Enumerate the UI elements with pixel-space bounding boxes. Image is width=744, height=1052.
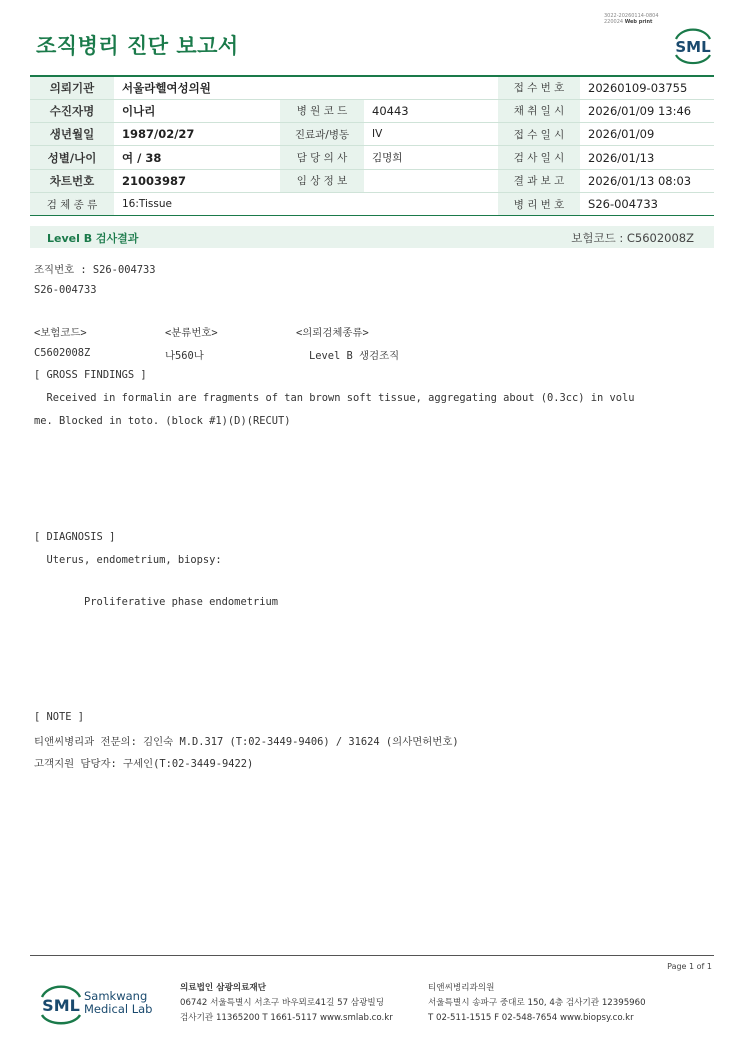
table-row <box>30 76 714 99</box>
diagnosis-header: [ DIAGNOSIS ] <box>34 531 116 543</box>
sml-footer-logo-text: SML <box>42 996 80 1015</box>
table-row <box>30 99 714 122</box>
info-value: 2026/01/13 08:03 <box>580 169 714 192</box>
info-label: 담 당 의 사 <box>280 146 364 169</box>
info-label: 접 수 번 호 <box>498 76 580 99</box>
brand-line: Medical Lab <box>84 1002 153 1016</box>
org-contact: T 02-511-1515 F 02-548-7654 www.biopsy.co.kr <box>428 1013 634 1023</box>
print-stamp <box>604 13 659 25</box>
patient-info-table <box>30 75 714 216</box>
info-value: 김명희 <box>364 146 498 169</box>
print-stamp-line-2: 220024 <box>604 19 624 25</box>
print-label: Web print <box>624 19 653 25</box>
insurance-code: 보험코드 : C5602008Z <box>571 231 694 245</box>
info-label: 진료과/병동 <box>280 123 364 146</box>
org-name: 티앤씨병리과의원 <box>428 983 495 993</box>
info-value: IV <box>364 123 498 146</box>
tissue-number-line: 조직번호 : S26-004733 <box>34 264 156 276</box>
info-value: S26-004733 <box>580 192 714 215</box>
org-name: 의료법인 삼광의료재단 <box>180 983 267 993</box>
info-value: 1987/02/27 <box>114 123 280 146</box>
table-row <box>30 169 714 192</box>
code-header-insurance: <보험코드> <box>34 327 87 339</box>
footer-org-tnc <box>428 981 646 1026</box>
note-header: [ NOTE ] <box>34 711 85 723</box>
code-header-specimen: <의뢰검체종류> <box>296 327 369 339</box>
info-value <box>364 169 498 192</box>
diagnosis-result: Proliferative phase endometrium <box>34 596 278 608</box>
sml-logo-text: SML <box>675 38 711 56</box>
info-value: 20260109-03755 <box>580 76 714 99</box>
diagnosis-line: Uterus, endometrium, biopsy: <box>34 554 222 566</box>
table-row <box>30 192 714 215</box>
gross-findings-header: [ GROSS FINDINGS ] <box>34 369 147 381</box>
info-value: 40443 <box>364 99 498 122</box>
info-value: 2026/01/13 <box>580 146 714 169</box>
info-label: 성별/나이 <box>30 146 114 169</box>
info-value: 16:Tissue <box>114 192 498 215</box>
info-label: 결 과 보 고 <box>498 169 580 192</box>
note-support: 고객지원 담당자: 구세인(T:02-3449-9422) <box>34 758 254 770</box>
org-contact: 검사기관 11365200 T 1661-5117 www.smlab.co.kr <box>180 1013 393 1023</box>
info-label: 검 사 일 시 <box>498 146 580 169</box>
info-value: 이나리 <box>114 99 280 122</box>
info-value: 서울라헬여성의원 <box>114 76 498 99</box>
info-value: 21003987 <box>114 169 280 192</box>
page-title: 조직병리 진단 보고서 <box>36 34 239 58</box>
table-row <box>30 123 714 146</box>
tissue-number-repeat: S26-004733 <box>34 284 97 296</box>
org-address: 06742 서울특별시 서초구 바우뫼로41길 57 삼광빌딩 <box>180 998 384 1008</box>
sml-footer-logo-icon <box>36 980 86 1026</box>
page-number: Page 1 of 1 <box>667 962 712 971</box>
info-label: 접 수 일 시 <box>498 123 580 146</box>
info-label: 의뢰기관 <box>30 76 114 99</box>
info-label: 수진자명 <box>30 99 114 122</box>
note-pathologist: 티앤씨병리과 전문의: 김인숙 M.D.317 (T:02-3449-9406) / 31624 (의사면허번호) <box>34 736 459 748</box>
code-value-specimen: Level B 생검조직 <box>309 350 400 362</box>
result-level-label: Level B 검사결과 <box>47 232 139 245</box>
brand-line: Samkwang <box>84 989 148 1003</box>
org-address: 서울특별시 송파구 중대로 150, 4층 검사기관 12395960 <box>428 998 646 1008</box>
table-row <box>30 146 714 169</box>
info-value: 2026/01/09 <box>580 123 714 146</box>
info-label: 채 취 일 시 <box>498 99 580 122</box>
info-value: 여 / 38 <box>114 146 280 169</box>
gross-findings-line: Received in formalin are fragments of tan brown soft tissue, aggregating about (0.3cc) in volu <box>34 392 635 404</box>
info-label: 병 리 번 호 <box>498 192 580 215</box>
sml-logo-icon <box>670 25 716 65</box>
info-label: 생년월일 <box>30 123 114 146</box>
gross-findings-line: me. Blocked in toto. (block #1)(D)(RECUT) <box>34 415 291 427</box>
code-value-class: 나560나 <box>165 350 204 362</box>
code-value-insurance: C5602008Z <box>34 347 91 359</box>
info-label: 병 원 코 드 <box>280 99 364 122</box>
info-label: 임 상 정 보 <box>280 169 364 192</box>
code-header-class: <분류번호> <box>165 327 218 339</box>
info-label: 차트번호 <box>30 169 114 192</box>
footer-brand <box>84 990 152 1016</box>
result-bar <box>30 226 714 248</box>
footer-divider <box>30 955 714 956</box>
footer-org-smlab <box>180 981 393 1026</box>
info-value: 2026/01/09 13:46 <box>580 99 714 122</box>
print-stamp-line-1: 3022-20260114-0804 <box>604 13 659 19</box>
info-label: 검 체 종 류 <box>30 192 114 215</box>
